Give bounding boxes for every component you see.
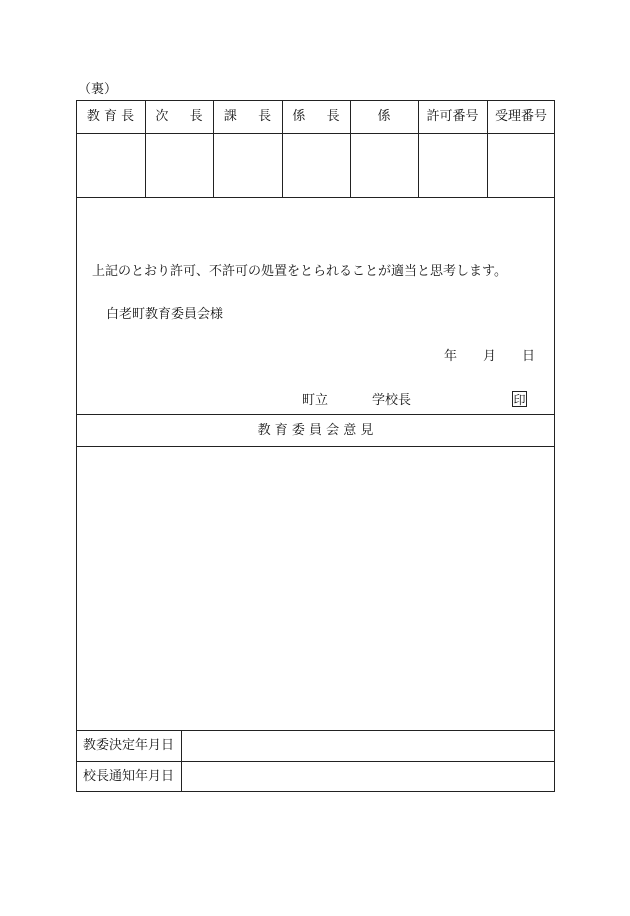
header-deputy-director: 次 長 (155, 109, 203, 124)
board-opinion-entry-area (77, 447, 554, 730)
header-section-chief: 課 長 (223, 109, 272, 124)
principal-notice-date-field (182, 762, 554, 791)
principal-notice-date-label: 校長通知年月日 (82, 769, 174, 784)
board-decision-date-label: 教委決定年月日 (82, 738, 174, 753)
approval-box-bottom-rule (76, 197, 555, 198)
header-receipt-number: 受理番号 (494, 109, 547, 124)
addressee: 白老町教育委員会様 (106, 307, 224, 322)
header-row-divider (76, 133, 555, 134)
recommendation-statement: 上記のとおり許可、不許可の処置をとられることが適当と思考します。 (92, 264, 507, 279)
school-town-label: 町立 (302, 393, 329, 408)
seal-mark: 印 (513, 393, 526, 407)
header-staff: 係 (377, 109, 391, 124)
board-opinion-title: 教 育 委 員 会 意 見 (257, 423, 374, 438)
board-decision-date-field (182, 731, 554, 761)
reverse-side-label: （裏） (78, 82, 118, 97)
date-line: 年 月 日 (444, 349, 536, 364)
header-permit-number: 許可番号 (426, 109, 479, 124)
header-superintendent: 教 育 長 (86, 109, 135, 124)
principal-label: 学校長 (372, 393, 412, 408)
header-subsection-chief: 係 長 (292, 109, 340, 124)
